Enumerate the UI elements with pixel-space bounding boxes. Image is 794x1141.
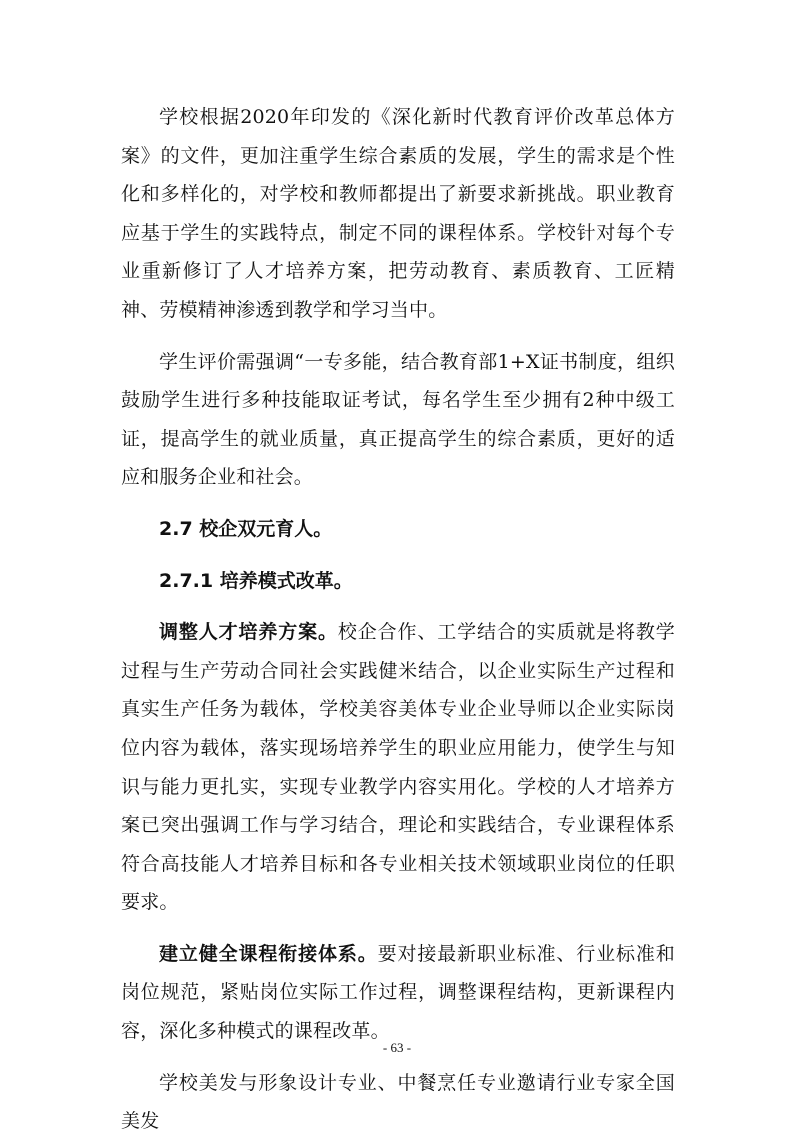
section-heading-2-7-1: 2.7.1 培养模式改革。 [159,569,353,592]
paragraph-gap [121,922,675,935]
paragraph-curriculum-system [121,935,675,1051]
paragraph-gap [121,600,675,613]
paragraph-hairdressing: 学校美发与形象设计专业、中餐烹任专业邀请行业专家全国美发 [121,1071,675,1133]
paragraph-gap [121,497,675,510]
paragraph-evaluation-reform: 学校根据2020年印发的《深化新时代教育评价改革总体方案》的文件，更加注重学生综合素质的发展，学生的需求是个性化和多样化的，对学校和教师都提出了新要求新挑战。职业教育应基于学生的实践特点，制定不同的课程体系。学校针对每个专业重新修订了人才培养方案，把劳动教育、素质教育、工匠精神、劳模精神渗透到教学和学习当中。 [121,106,675,321]
section-heading-2-7: 2.7 校企双元育人。 [159,517,333,540]
paragraph-gap [121,330,675,343]
paragraph-student-evaluation: 学生评价需强调“一专多能，结合教育部1+X证书制度，组织鼓励学生进行多种技能取证考试，每名学生至少拥有2种中级工证，提高学生的就业质量，真正提高学生的综合素质，更好的适应和服务企业和社会。 [121,350,675,489]
paragraph-lead-training-plan: 调整人才培养方案。 [159,621,338,644]
page-body [121,98,675,1141]
paragraph-gap [121,549,675,562]
paragraph-body-training-plan: 校企合作、工学结合的实质就是将教学过程与生产劳动合同社会实践健米结合，以企业实际生产过程和真实生产任务为载体，学校美容美体专业企业导师以企业实际岗位内容为载体，落实现场培养学生的职业应用能力，使学生与知识与能力更扎实，实现专业教学内容实用化。学校的人才培养方案已突出强调工作与学习结合，理论和实践结合，专业课程体系符合高技能人才培养目标和各专业相关技术领域职业岗位的任职要求。 [121,621,675,914]
paragraph-body-curriculum-system: 要对接最新职业标准、行业标准和岗位规范，紧贴岗位实际工作过程，调整课程结构，更新课程内容，深化多种模式的课程改革。 [121,942,675,1043]
paragraph-lead-curriculum-system: 建立健全课程衔接体系。 [159,942,378,965]
page-number: - 63 - [382,1040,412,1055]
paragraph-training-plan [121,613,675,922]
